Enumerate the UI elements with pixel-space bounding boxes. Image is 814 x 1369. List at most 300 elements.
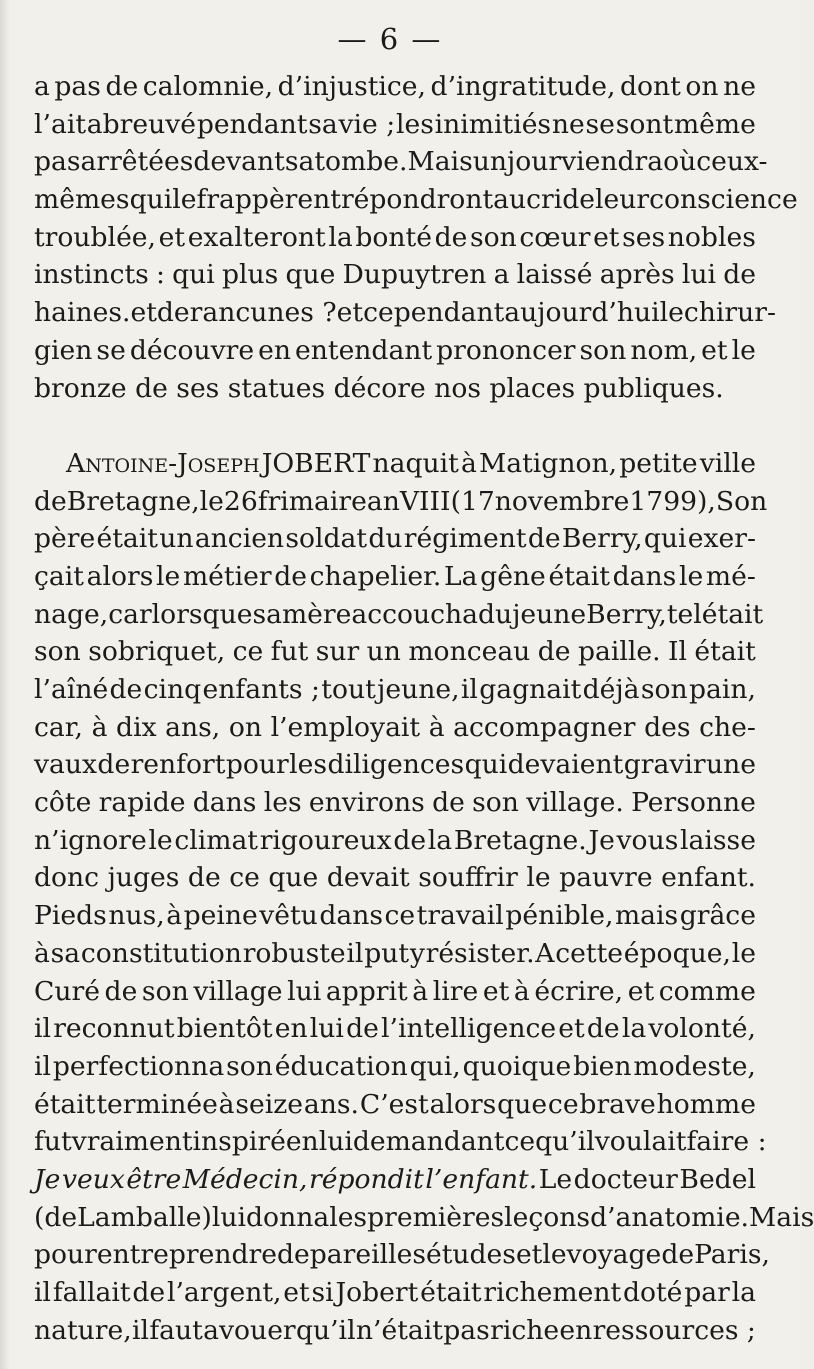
word: avouer	[203, 1314, 296, 1346]
word: ressources ;	[592, 1314, 756, 1346]
word: diligences	[327, 749, 465, 781]
word: Bedel	[679, 1163, 756, 1195]
word: était	[420, 1277, 482, 1308]
word: Je	[588, 824, 615, 856]
word: vraiment	[71, 1126, 193, 1158]
word: Berry,	[586, 598, 667, 630]
word: exalteront	[187, 221, 326, 253]
word: n’était	[355, 1314, 443, 1346]
word: il	[34, 1050, 52, 1082]
word: pauvre	[559, 862, 653, 894]
word: richement	[483, 1277, 622, 1308]
word: d’ingratitude,	[430, 71, 616, 102]
word: Mais	[407, 146, 473, 178]
word: ses	[622, 221, 666, 253]
word: travail	[416, 900, 504, 932]
word: à	[513, 975, 530, 1007]
word: fallait	[52, 1277, 131, 1308]
word: les	[263, 787, 302, 819]
word: et	[283, 1277, 310, 1308]
word: de	[537, 636, 571, 668]
word: l’employait	[270, 711, 421, 743]
word: Berry,	[561, 523, 643, 555]
word: les	[329, 1201, 368, 1233]
text-line	[34, 746, 756, 784]
word: études	[425, 1239, 516, 1271]
word: bonté	[355, 221, 432, 253]
word: ne	[723, 71, 756, 102]
word: robuste	[242, 937, 346, 969]
text-line	[34, 219, 756, 257]
word: che-	[699, 711, 756, 743]
word: en	[285, 1126, 319, 1158]
word: juges	[107, 862, 180, 894]
text-line	[34, 1236, 770, 1274]
text-line	[34, 520, 756, 558]
word: de	[562, 184, 596, 216]
word: lui	[309, 1013, 344, 1045]
word: de	[187, 862, 221, 894]
text-line	[34, 897, 756, 935]
word: était	[701, 598, 764, 630]
word: premières	[367, 1201, 505, 1233]
word: nus,	[108, 900, 165, 932]
word: viendra	[561, 146, 664, 178]
text-line	[34, 973, 756, 1011]
text-line	[34, 1123, 767, 1161]
word: cri	[526, 184, 563, 216]
word: pendant	[196, 108, 308, 140]
word: devant	[193, 146, 285, 178]
word: que	[497, 1088, 548, 1120]
word: de	[132, 1277, 166, 1308]
word: sa	[252, 598, 282, 630]
text-line	[34, 1312, 756, 1350]
text-line	[34, 143, 768, 181]
word: y	[409, 937, 425, 969]
word: mêmes	[34, 184, 130, 216]
word: de	[527, 523, 561, 555]
word: si	[311, 1277, 334, 1308]
text-line	[34, 1086, 756, 1124]
word: donna	[246, 1201, 330, 1233]
word: La	[443, 560, 478, 592]
word: qu’il	[295, 1314, 356, 1346]
word: donc	[34, 862, 100, 894]
word: il	[346, 937, 364, 969]
word: sa	[308, 108, 338, 140]
word: de	[109, 674, 143, 705]
body-text	[34, 68, 814, 1349]
word: sur	[315, 636, 360, 668]
word: quoique	[462, 1050, 572, 1082]
text-line	[34, 1010, 756, 1048]
word: et	[515, 1239, 543, 1271]
word: le	[659, 297, 684, 329]
word: nage,	[34, 598, 109, 630]
word: :	[156, 259, 165, 291]
word: sont	[615, 108, 674, 140]
word: mé-	[705, 560, 756, 592]
word: il	[34, 1013, 52, 1045]
word: mais	[614, 900, 679, 932]
word: petite	[619, 447, 698, 479]
italic-word: Médecin,	[182, 1163, 308, 1195]
word: vaux	[34, 749, 98, 781]
word: que	[268, 862, 319, 894]
word: village	[193, 975, 283, 1007]
word: de	[34, 485, 67, 517]
word: en	[274, 1013, 308, 1045]
word: le	[542, 1239, 567, 1271]
word: ne	[551, 108, 585, 140]
word: Dupuytren	[342, 259, 487, 291]
word: jour	[507, 146, 562, 178]
word: l’argent,	[166, 1277, 282, 1308]
word: dix	[116, 711, 157, 743]
word: Le	[538, 1163, 573, 1195]
word: monceau	[408, 636, 531, 668]
word: fut	[34, 1126, 72, 1158]
word: un	[472, 146, 508, 178]
word: leçons	[504, 1201, 591, 1233]
word: son	[640, 674, 688, 705]
word: était	[96, 523, 158, 555]
word: lui	[211, 1201, 247, 1233]
word: VIII	[399, 485, 451, 517]
word: pénible,	[505, 900, 614, 932]
text-line	[34, 935, 756, 973]
word: paille.	[577, 636, 661, 668]
page-number: — 6 —	[337, 22, 443, 56]
word: était	[694, 636, 756, 668]
word: lire	[432, 975, 479, 1007]
word: 1799),	[629, 485, 716, 517]
italic-word: répondit	[309, 1163, 424, 1195]
page-edge-shadow	[0, 0, 10, 1369]
text-line	[34, 671, 756, 709]
word: put	[364, 937, 410, 969]
word: ans.	[303, 1088, 359, 1120]
word: il	[34, 1277, 52, 1308]
word: devait	[326, 862, 410, 894]
word: pareilles	[309, 1239, 426, 1271]
word: inimitiés	[434, 108, 552, 140]
word: dont	[620, 71, 681, 102]
paragraph-2-first-line	[34, 445, 756, 483]
text-line	[34, 483, 768, 521]
word: reconnut	[53, 1013, 175, 1045]
word: de	[432, 787, 465, 819]
italic-word: veux	[61, 1163, 125, 1195]
text-line	[34, 1048, 756, 1086]
word: rapide	[98, 787, 186, 819]
word: gravir	[623, 749, 706, 781]
word: Pieds	[34, 900, 107, 932]
word: nature,	[34, 1314, 132, 1346]
word: a	[34, 71, 50, 102]
word: Mais	[749, 1201, 814, 1233]
word: cœur	[519, 221, 591, 253]
word: se	[96, 334, 126, 366]
word: l’ait	[34, 108, 87, 140]
word: vêtu	[259, 900, 318, 932]
word: qui	[129, 184, 173, 216]
word: enfant.	[661, 862, 756, 894]
word: A	[535, 937, 555, 969]
word: ceux-	[696, 146, 768, 178]
word: de	[156, 297, 190, 329]
word: les	[395, 108, 434, 140]
word: lui	[287, 975, 322, 1007]
word: faut	[149, 1314, 203, 1346]
word: son	[472, 787, 519, 819]
word: tout	[321, 674, 376, 705]
word: régiment	[403, 523, 527, 555]
word: fut	[270, 636, 309, 668]
word: la	[427, 824, 453, 856]
word: à	[166, 900, 183, 932]
word: le	[678, 560, 704, 592]
word: de	[434, 221, 468, 253]
word: ce	[232, 636, 264, 668]
word: découvre	[129, 334, 255, 366]
word: ce	[547, 1088, 579, 1120]
word: an	[366, 485, 400, 517]
word: Paris,	[694, 1239, 770, 1271]
word: une	[706, 749, 756, 781]
word: laisse	[680, 824, 756, 856]
word: entendant	[295, 334, 433, 366]
word: Lamballe)	[77, 1201, 212, 1233]
word: le	[172, 184, 197, 216]
word: Curé	[34, 975, 100, 1007]
paragraph-1-last-line: bronze de ses statues décore nos places publiques.	[34, 372, 724, 404]
word: éducation	[274, 1050, 408, 1082]
word: laissé	[516, 259, 593, 291]
word: brave	[579, 1088, 656, 1120]
word: lui	[318, 1126, 353, 1158]
word: même	[673, 108, 756, 140]
word: enfants ;	[202, 674, 320, 705]
word: alors	[429, 1088, 497, 1120]
text-line	[34, 709, 756, 747]
word: rancunes ?	[189, 297, 337, 329]
word: métier	[182, 560, 272, 592]
word: nom,	[630, 334, 698, 366]
word: qui	[464, 749, 508, 781]
paragraph-2-continued	[34, 1199, 814, 1350]
word: instincts	[34, 259, 149, 291]
word: était	[548, 560, 610, 592]
word: jeune	[512, 598, 587, 630]
word: demandant	[352, 1126, 505, 1158]
word: volonté,	[648, 1013, 756, 1045]
word: naquit	[372, 447, 459, 479]
word: et	[558, 1013, 585, 1045]
word: résister.	[425, 937, 535, 969]
word: qui	[643, 523, 687, 555]
text-line	[34, 859, 756, 897]
word: calomnie,	[142, 71, 274, 102]
word: inspiré	[192, 1126, 286, 1158]
word: et	[130, 297, 157, 329]
word: cette	[555, 937, 624, 969]
word: on	[228, 711, 262, 743]
word: déjà	[582, 674, 640, 705]
word: Jobert	[335, 1277, 419, 1308]
text-line	[34, 181, 798, 219]
word: après	[599, 259, 675, 291]
text-line	[34, 106, 756, 144]
word: et	[701, 334, 728, 366]
text-line	[34, 558, 756, 596]
word: constitution	[80, 937, 242, 969]
word: le	[199, 485, 224, 517]
text-line	[34, 784, 756, 822]
word: de	[97, 749, 131, 781]
word: qu’il	[535, 1126, 595, 1158]
word: la	[621, 1013, 647, 1045]
word: en	[258, 334, 291, 366]
text-line	[34, 68, 756, 106]
word: riche	[490, 1314, 560, 1346]
word: du	[368, 523, 403, 555]
word: de	[276, 1239, 310, 1271]
word: leur	[595, 184, 650, 216]
surname: JOBERT	[261, 447, 371, 479]
word: frimaire	[257, 485, 367, 517]
word: on	[685, 71, 719, 102]
word: de	[105, 71, 139, 102]
word: 26	[223, 485, 258, 517]
word: écrire,	[534, 975, 624, 1007]
word: ancien	[194, 523, 285, 555]
word: époque,	[623, 937, 731, 969]
word: modeste,	[633, 1050, 756, 1082]
word: se	[585, 108, 615, 140]
word: renfort	[130, 749, 226, 781]
word: Personne	[631, 787, 756, 819]
word: sa	[284, 146, 315, 178]
word: à	[91, 711, 108, 743]
word: où	[663, 146, 697, 178]
word: village.	[526, 787, 624, 819]
word: son	[141, 975, 189, 1007]
word: car,	[34, 711, 83, 743]
word: sa	[50, 937, 81, 969]
text-line	[34, 256, 756, 294]
word: côte	[34, 787, 92, 819]
word: accoucha	[351, 598, 479, 630]
word: vous	[616, 824, 679, 856]
paragraph-2	[34, 483, 768, 1161]
word: voyage	[566, 1239, 662, 1271]
word: un	[366, 636, 401, 668]
word: dans	[319, 900, 383, 932]
word: gagnait	[479, 674, 582, 705]
word: son	[579, 334, 627, 366]
word: en	[559, 1314, 593, 1346]
word: arrêtées	[80, 146, 194, 178]
word: novembre	[494, 485, 630, 517]
word: bientôt	[176, 1013, 273, 1045]
word: pain,	[688, 674, 756, 705]
word: par	[684, 1277, 730, 1308]
word: à	[461, 447, 477, 479]
text-line	[34, 1274, 756, 1312]
word: bien	[573, 1050, 632, 1082]
word: de	[346, 1013, 379, 1045]
word: d’anatomie.	[590, 1201, 750, 1233]
paragraph-1	[34, 68, 798, 370]
word: qui,	[409, 1050, 461, 1082]
word: soldat	[285, 523, 368, 555]
word: ce	[384, 900, 416, 932]
word: de	[274, 560, 307, 592]
word: vie ;	[338, 108, 396, 140]
word: nobles	[667, 221, 756, 253]
text-line	[34, 633, 756, 671]
word: Bretagne.	[453, 824, 587, 856]
word: pour	[34, 1239, 97, 1271]
word: jeune,	[377, 674, 460, 705]
word: homme	[656, 1088, 756, 1120]
word: l’aîné	[34, 674, 109, 705]
word: et	[593, 221, 620, 253]
word: à	[428, 711, 445, 743]
word: pas	[34, 146, 81, 178]
word: et	[482, 975, 510, 1007]
word: troublée,	[34, 221, 156, 253]
word: dans	[192, 787, 257, 819]
word: voulait	[594, 1126, 687, 1158]
word: son	[34, 636, 81, 668]
word: d’injustice,	[277, 71, 427, 102]
text-line	[34, 822, 756, 860]
word: devaient	[507, 749, 624, 781]
word: terminée	[96, 1088, 218, 1120]
word: tombe.	[314, 146, 408, 178]
word: gêne	[480, 560, 546, 592]
italic-word: Je	[34, 1163, 61, 1195]
paragraph-gap	[34, 407, 756, 445]
word: il	[132, 1314, 150, 1346]
word: pas	[443, 1314, 490, 1346]
word: frappèrent	[196, 184, 341, 216]
word: gien	[34, 334, 93, 366]
word: le	[526, 862, 551, 894]
word: exer-	[687, 523, 756, 555]
word: haines.	[34, 297, 131, 329]
word: de	[723, 259, 756, 291]
word: ce	[229, 862, 260, 894]
word: ville	[699, 447, 756, 479]
word: climat	[174, 824, 258, 856]
word: mère	[281, 598, 352, 630]
word: C’est	[359, 1088, 429, 1120]
word: lui	[681, 259, 717, 291]
word: car	[108, 598, 152, 630]
word: tel	[666, 598, 702, 630]
word: les	[289, 749, 328, 781]
word: père	[34, 523, 96, 555]
word: dans	[612, 560, 677, 592]
word: son	[469, 221, 517, 253]
word: des	[644, 711, 691, 743]
word: cependant	[363, 297, 505, 329]
word: de	[393, 824, 427, 856]
